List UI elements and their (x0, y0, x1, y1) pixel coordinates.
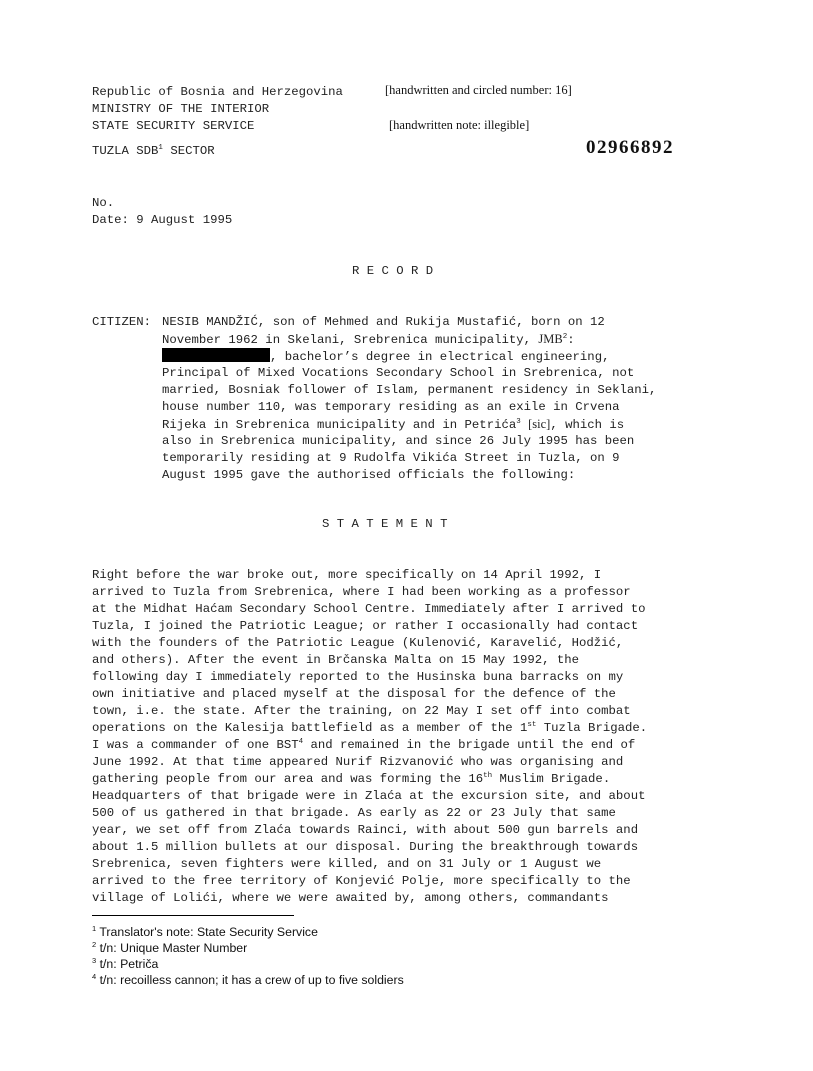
body-line-9: town, i.e. the state. After the training, on 22 May I set off into combat (92, 704, 631, 718)
footnote-ref-1: 1 (158, 143, 163, 152)
footnote-separator (92, 915, 294, 916)
citizen-line-10: August 1995 gave the authorised officials the following: (162, 468, 576, 482)
citizen-line-9: temporarily residing at 9 Rudolfa Vikića Street in Tuzla, on 9 (162, 451, 620, 465)
statement-title: S T A T E M E N T (322, 517, 448, 531)
citizen-line-3: , bachelor’s degree in electrical engineering, (162, 348, 609, 366)
handwritten-illegible-note: [handwritten note: illegible] (389, 118, 530, 132)
body-line-7: following day I immediately reported to the Husinska buna barracks on my (92, 670, 624, 684)
body-line-6: and others). After the event in Brčanska Malta on 15 May 1992, the (92, 653, 580, 667)
footnote-ref-2: 2 (562, 332, 568, 341)
number-label: No. (92, 196, 115, 210)
body-line-19: arrived to the free territory of Konjević Polje, more specifically to the (92, 874, 631, 888)
record-title: R E C O R D (352, 264, 434, 278)
citizen-line-5: married, Bosniak follower of Islam, permanent residency in Seklani, (162, 383, 657, 397)
citizen-line-6: house number 110, was temporary residing as an exile in Crvena (162, 400, 620, 414)
body-line-4: Tuzla, I joined the Patriotic League; or rather I occasionally had contact (92, 619, 639, 633)
header-republic: Republic of Bosnia and Herzegovina (92, 85, 343, 99)
footnote-ref-4: 4 (298, 737, 304, 746)
body-line-16: year, we set off from Zlaća towards Rainci, with about 500 gun barrels and (92, 823, 639, 837)
document-date: Date: 9 August 1995 (92, 213, 233, 227)
citizen-label: CITIZEN: (92, 315, 152, 329)
header-ministry: MINISTRY OF THE INTERIOR (92, 102, 270, 116)
footnote-3: $^3$ t/n: Petriča (92, 955, 159, 971)
body-line-3: at the Midhat Haćam Secondary School Centre. Immediately after I arrived to (92, 602, 646, 616)
handwritten-circled-number-note: [handwritten and circled number: 16] (385, 83, 572, 97)
body-line-11: I was a commander of one BST$^4$ and remained in the brigade until the end of (92, 737, 636, 752)
citizen-line-7: Rijeka in Srebrenica municipality and in Petrića$^3$ [sic], which is (162, 417, 625, 432)
body-line-18: Srebrenica, seven fighters were killed, and on 31 July or 1 August we (92, 857, 602, 871)
redaction-bar (162, 348, 270, 362)
citizen-line-1: NESIB MANDŽIĆ, son of Mehmed and Rukija Mustafić, born on 12 (162, 315, 605, 329)
citizen-line-4: Principal of Mixed Vocations Secondary School in Srebrenica, not (162, 366, 635, 380)
header-service: STATE SECURITY SERVICE (92, 119, 255, 133)
body-line-15: 500 of us gathered in that brigade. As early as 22 or 23 July that same (92, 806, 616, 820)
citizen-line-8: also in Srebrenica municipality, and since 26 July 1995 has been (162, 434, 635, 448)
body-line-17: about 1.5 million bullets at our disposal. During the breakthrough towards (92, 840, 639, 854)
body-line-14: Headquarters of that brigade were in Zlaća at the excursion site, and about (92, 789, 646, 803)
body-line-10: operations on the Kalesija battlefield as a member of the 1st Tuzla Brigade. (92, 720, 648, 735)
citizen-line-2: November 1962 in Skelani, Srebrenica municipality, JMB$^2$: (162, 332, 575, 347)
footnote-4: $^4$ t/n: recoilless cannon; it has a crew of up to five soldiers (92, 971, 404, 987)
body-line-5: with the founders of the Patriotic League (Kulenović, Karavelić, Hodžić, (92, 636, 624, 650)
body-line-20: village of Lolići, where we were awaited by, among others, commandants (92, 891, 609, 905)
document-number: 02966892 (586, 137, 674, 158)
footnote-1: $^1$ Translator's note: State Security Service (92, 923, 318, 939)
footnote-ref-3: 3 (516, 417, 521, 426)
body-line-8: own initiative and placed myself at the disposal for the defence of the (92, 687, 616, 701)
body-line-1: Right before the war broke out, more specifically on 14 April 1992, I (92, 568, 602, 582)
header-sector: TUZLA SDB$^1$ SECTOR (92, 143, 215, 158)
footnote-2: $^2$ t/n: Unique Master Number (92, 939, 248, 955)
body-line-13: gathering people from our area and was forming the 16th Muslim Brigade. (92, 771, 611, 786)
body-line-12: June 1992. At that time appeared Nurif Rizvanović who was organising and (92, 755, 624, 769)
body-line-2: arrived to Tuzla from Srebrenica, where I had been working as a professor (92, 585, 631, 599)
